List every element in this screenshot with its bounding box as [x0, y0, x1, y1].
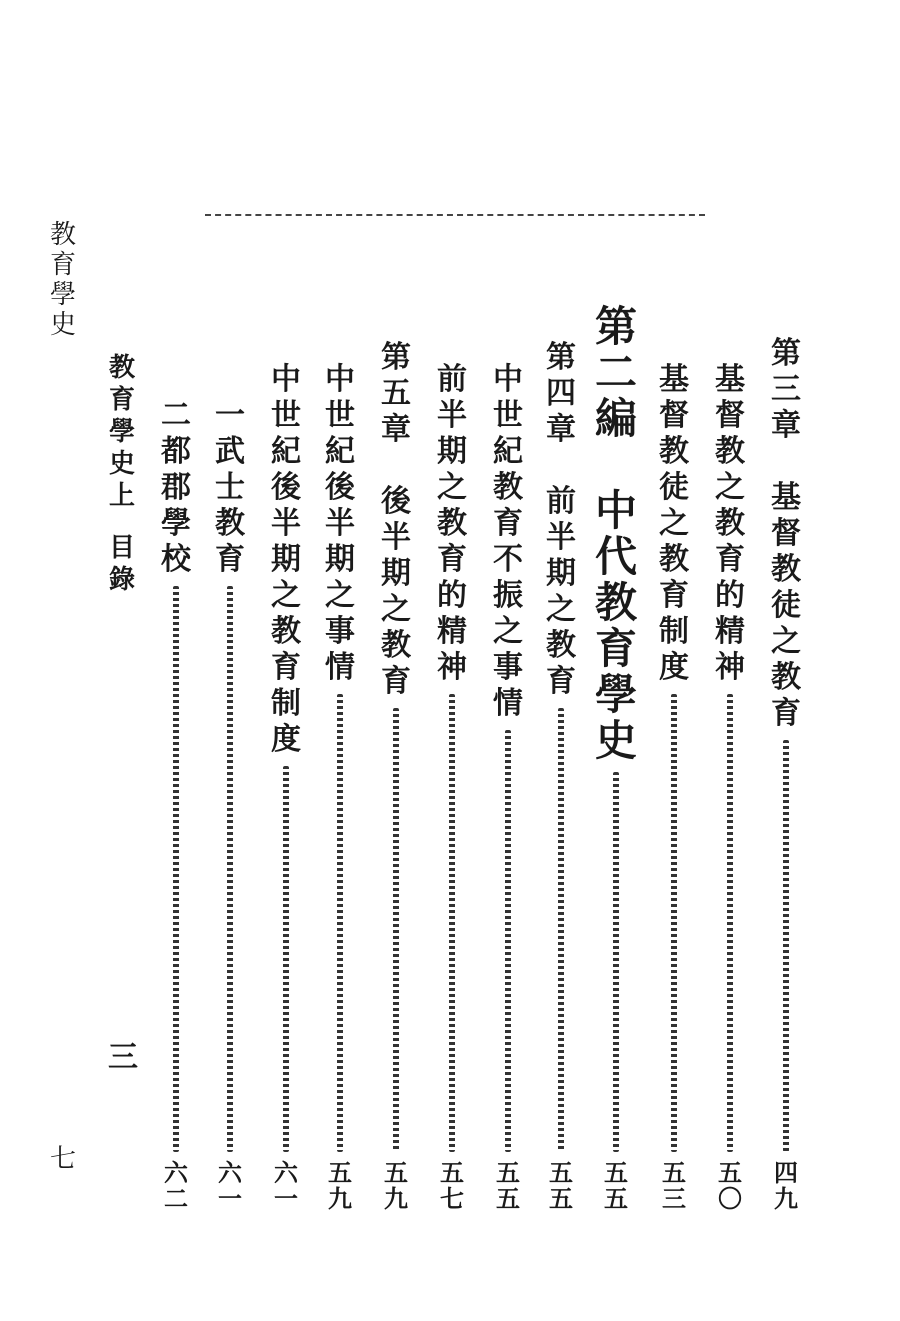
toc-entry-title: 中 世 紀 後 半 期 之 教 育 制 度 [271, 362, 301, 757]
toc-entry-page-number: 五 九 [384, 1158, 408, 1213]
toc-entry[interactable] [484, 362, 532, 1240]
toc-entry-title: 第 二 編 中 代 教 育 學 史 [594, 302, 637, 765]
toc-entry-title: 基 督 教 徒 之 教 育 制 度 [659, 362, 689, 685]
toc-entry-page-number: 四 九 [774, 1158, 798, 1213]
toc-entry-title: 基 督 教 之 教 育 的 精 神 [715, 362, 745, 685]
toc-entry[interactable] [762, 336, 810, 1240]
toc-leader-line [393, 708, 399, 1152]
toc-entry-title: 第 三 章 基 督 教 徒 之 教 育 [771, 336, 801, 731]
toc-entry[interactable] [650, 362, 698, 1240]
toc-entry[interactable] [706, 362, 754, 1240]
toc-leader-line [227, 586, 233, 1152]
toc-leader-line [613, 772, 619, 1152]
toc-entry[interactable] [372, 340, 420, 1240]
toc-entry-page-number: 五 三 [662, 1158, 686, 1213]
toc-entry-page-number: 五 五 [604, 1158, 628, 1213]
toc-leader-line [558, 708, 564, 1152]
toc-entry-title: 第 五 章 後 半 期 之 教 育 [381, 340, 411, 699]
toc-entry-title: 前 半 期 之 教 育 的 精 神 [437, 362, 467, 685]
running-footer [102, 352, 142, 596]
folio: 三 [108, 1040, 138, 1075]
toc-entry-page-number: 六 一 [218, 1158, 242, 1213]
toc-entry-title: 二 都 郡 學 校 [161, 398, 191, 577]
toc-entry-title: 第 四 章 前 半 期 之 教 育 [546, 340, 576, 699]
toc-entry-title: 中 世 紀 後 半 期 之 事 情 [325, 362, 355, 685]
toc-entry[interactable] [316, 362, 364, 1240]
toc-entry[interactable] [152, 398, 200, 1240]
margin-book-title: 教 育 學 史 [49, 220, 76, 340]
footer-section: 目 錄 [108, 533, 135, 595]
toc-leader-line [671, 694, 677, 1152]
toc-entry[interactable] [428, 362, 476, 1240]
toc-entry-title: 中 世 紀 教 育 不 振 之 事 情 [493, 362, 523, 721]
toc-leader-line [173, 586, 179, 1152]
toc-entry-page-number: 五 九 [328, 1158, 352, 1213]
toc-entry-page-number: 五 〇 [718, 1158, 742, 1213]
toc-entry-page-number: 五 五 [549, 1158, 573, 1213]
toc-entry[interactable] [206, 398, 254, 1240]
top-rule [205, 214, 705, 216]
toc-leader-line [283, 766, 289, 1152]
toc-entry-title: 一 武 士 教 育 [215, 398, 245, 577]
margin-page-number: 七 [49, 1144, 76, 1174]
toc-entry[interactable] [537, 340, 585, 1240]
toc-leader-line [783, 740, 789, 1152]
toc-leader-line [727, 694, 733, 1152]
toc-leader-line [505, 730, 511, 1152]
toc-leader-line [449, 694, 455, 1152]
toc-leader-line [337, 694, 343, 1152]
footer-book-section: 教 育 學 史 上 [108, 353, 135, 511]
toc-entry-page-number: 五 七 [440, 1158, 464, 1213]
toc-entry-page-number: 六 二 [164, 1158, 188, 1213]
toc-entry-page-number: 五 五 [496, 1158, 520, 1213]
toc-entry[interactable] [262, 362, 310, 1240]
toc-entry-page-number: 六 一 [274, 1158, 298, 1213]
toc-entry[interactable] [592, 304, 640, 1240]
